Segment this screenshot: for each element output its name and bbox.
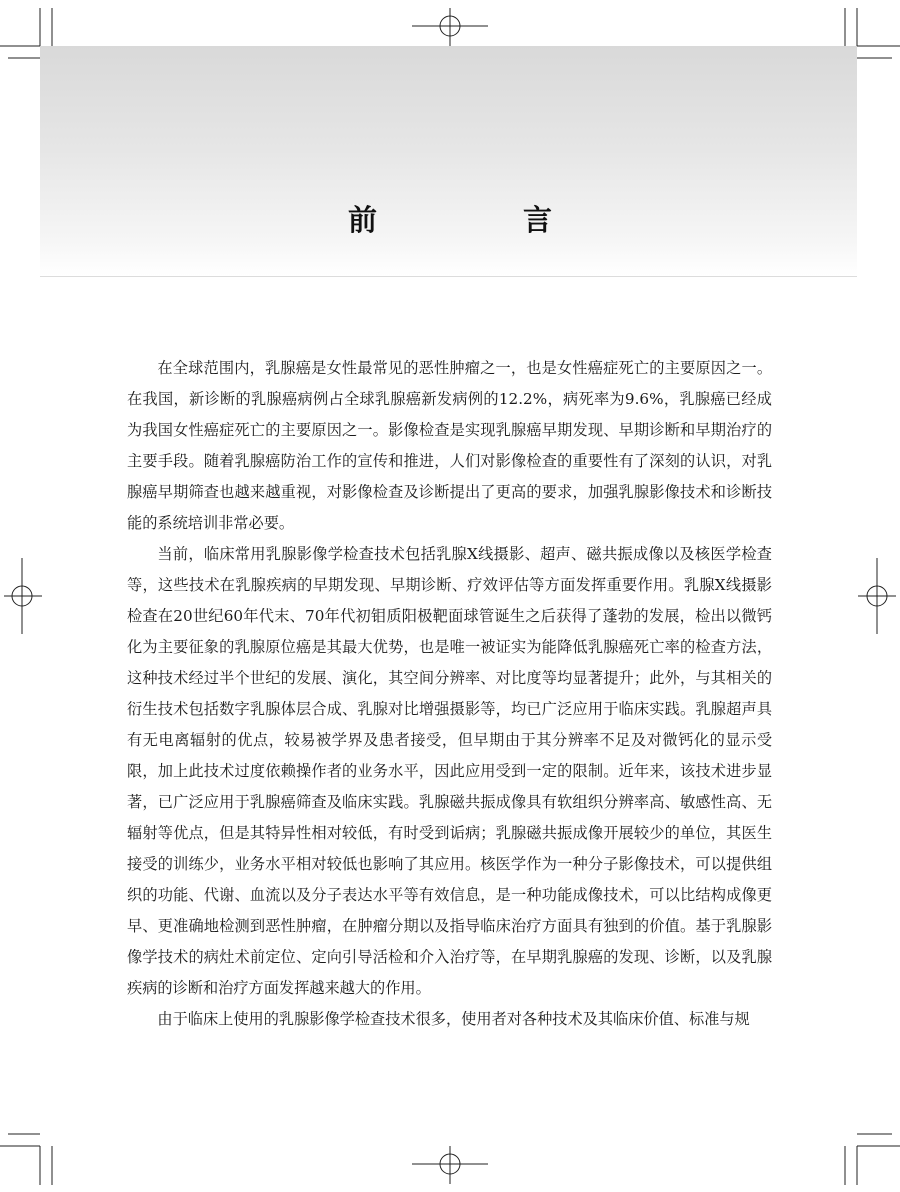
crop-mark-bottom-left [0,1134,52,1185]
registration-mark-top [412,8,488,46]
paragraph: 由于临床上使用的乳腺影像学检查技术很多，使用者对各种技术及其临床价值、标准与规 [157,1010,750,1028]
registration-mark-bottom [412,1146,488,1184]
paragraph: 在全球范围内，乳腺癌是女性最常见的恶性肿瘤之一，也是女性癌症死亡的主要原因之一。在我国，新诊断的乳腺癌病例占全球乳腺癌新发病例的12.2%，病死率为9.6%，乳腺癌已经成为我国女性癌症死亡的主要原因之一。影像检查是实现乳腺癌早期发现、早期诊断和早期治疗的主要手段。随着乳腺癌防治工作的宣传和推进，人们对影像检查的重要性有了深刻的认识，对乳腺癌早期筛查也越来越重视，对影像检查及诊断提出了更高的要求，加强乳腺影像技术和诊断技能的系统培训非常必要。 [127,359,772,532]
registration-mark-right [858,558,896,634]
crop-mark-bottom-right [845,1134,900,1185]
header-divider [40,276,857,277]
body-text [127,353,772,1035]
header-band [40,46,857,276]
page-title: 前 言 [347,203,621,237]
paragraph: 当前，临床常用乳腺影像学检查技术包括乳腺X线摄影、超声、磁共振成像以及核医学检查等，这些技术在乳腺疾病的早期发现、早期诊断、疗效评估等方面发挥重要作用。乳腺X线摄影检查在20世纪60年代末、70年代初钼质阳极靶面球管诞生之后获得了蓬勃的发展，检出以微钙化为主要征象的乳腺原位癌是其最大优势，也是唯一被证实为能降低乳腺癌死亡率的检查方法，这种技术经过半个世纪的发展、演化，其空间分辨率、对比度等均显著提升；此外，与其相关的衍生技术包括数字乳腺体层合成、乳腺对比增强摄影等，均已广泛应用于临床实践。乳腺超声具有无电离辐射的优点，较易被学界及患者接受，但早期由于其分辨率不足及对微钙化的显示受限，加上此技术过度依赖操作者的业务水平，因此应用受到一定的限制。近年来，该技术进步显著，已广泛应用于乳腺癌筛查及临床实践。乳腺磁共振成像具有软组织分辨率高、敏感性高、无辐射等优点，但是其特异性相对较低，有时受到诟病；乳腺磁共振成像开展较少的单位，其医生接受的训练少，业务水平相对较低也影响了其应用。核医学作为一种分子影像技术，可以提供组织的功能、代谢、血流以及分子表达水平等有效信息，是一种功能成像技术，可以比结构成像更早、更准确地检测到恶性肿瘤，在肿瘤分期以及指导临床治疗方面具有独到的价值。基于乳腺影像学技术的病灶术前定位、定向引导活检和介入治疗等，在早期乳腺癌的发现、诊断，以及乳腺疾病的诊断和治疗方面发挥越来越大的作用。 [127,545,772,997]
registration-mark-left [4,558,42,634]
